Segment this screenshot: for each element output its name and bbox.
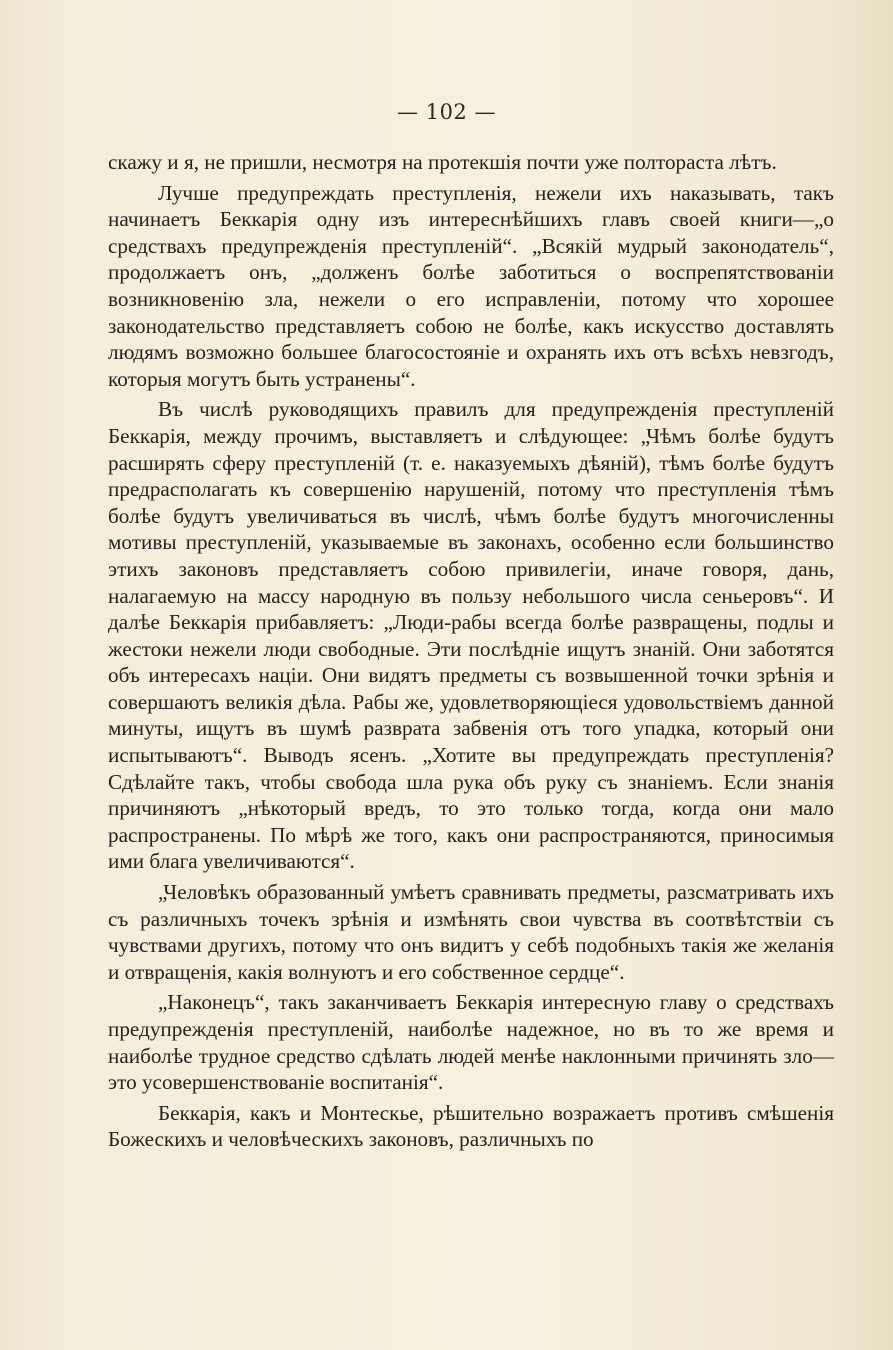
page-number: — 102 — (397, 100, 496, 124)
paragraph-6: Беккарія, какъ и Монтескье, рѣшительно возражаетъ противъ смѣшенія Божескихъ и человѣческихъ законовъ, различныхъ по (108, 1100, 834, 1152)
paragraph-2: Лучше предупреждать преступленія, нежели ихъ наказывать, такъ начинаетъ Беккарія одну изъ интереснѣйшихъ главъ своей книги—„о средствахъ предупрежденія преступленій“. „Всякій мудрый законодатель“, продолжаетъ онъ, „долженъ болѣе заботиться о воспрепятствованіи возникновенію зла, нежели о его исправленіи, потому что хорошее законодательство представляетъ собою не болѣе, какъ искусство доставлять людямъ возможно большее благосостояніе и охранять ихъ отъ всѣхъ невзгодъ, которыя могутъ быть устранены“. (108, 180, 834, 391)
paragraph-3: Въ числѣ руководящихъ правилъ для предупрежденія преступленій Беккарія, между прочимъ, выставляетъ и слѣдующее: „Чѣмъ болѣе будутъ расширять сферу преступленій (т. е. наказуемыхъ дѣяній), тѣмъ болѣе будутъ предрасполагать къ совершенію нарушеній, потому что преступленія тѣмъ болѣе будутъ увеличиваться въ числѣ, чѣмъ болѣе будутъ многочисленны мотивы преступленій, указываемые въ законахъ, особенно если большинство этихъ законовъ представляетъ собою привилегіи, иначе говоря, дань, налагаемую на массу народную въ пользу небольшого числа сеньеровъ“. И далѣе Беккарія прибавляетъ: „Люди-рабы всегда болѣе развращены, подлы и жестоки нежели люди свободные. Эти послѣдніе ищутъ знаній. Они заботятся объ интересахъ націи. Они видятъ предметы съ возвышенной точки зрѣнія и совершаютъ великія дѣла. Рабы же, удовлетворяющіеся удовольствіемъ данной минуты, ищутъ въ шумѣ разврата забвенія отъ того упадка, который они испытываютъ“. Выводъ ясенъ. „Хотите вы предупреждать преступленія? Сдѣлайте такъ, чтобы свобода шла рука объ руку съ знаніемъ. Если знанія причиняютъ „нѣкоторый вредъ, то это только тогда, когда они мало распространены. По мѣрѣ же того, какъ они распространяются, приносимыя ими блага увеличиваются“. (108, 397, 834, 874)
paragraph-5: „Наконецъ“, такъ заканчиваетъ Беккарія интересную главу о средствахъ предупрежденія преступленій, наиболѣе надежное, но въ то же время и наиболѣе трудное средство сдѣлать людей менѣе наклонными причинять зло—это усовершенствованіе воспитанія“. (108, 990, 834, 1095)
paragraph-4: „Человѣкъ образованный умѣетъ сравнивать предметы, разсматривать ихъ съ различныхъ точекъ зрѣнія и измѣнять свои чувства въ соотвѣтствіи съ чувствами другихъ, потому что онъ видитъ у себѣ подобныхъ такія же желанія и отвращенія, какія волнуютъ и его собственное сердце“. (108, 880, 834, 984)
paragraph-1: скажу и я, не пришли, несмотря на протекшія почти уже полтораста лѣтъ. (108, 150, 777, 174)
body-text (108, 149, 834, 1153)
